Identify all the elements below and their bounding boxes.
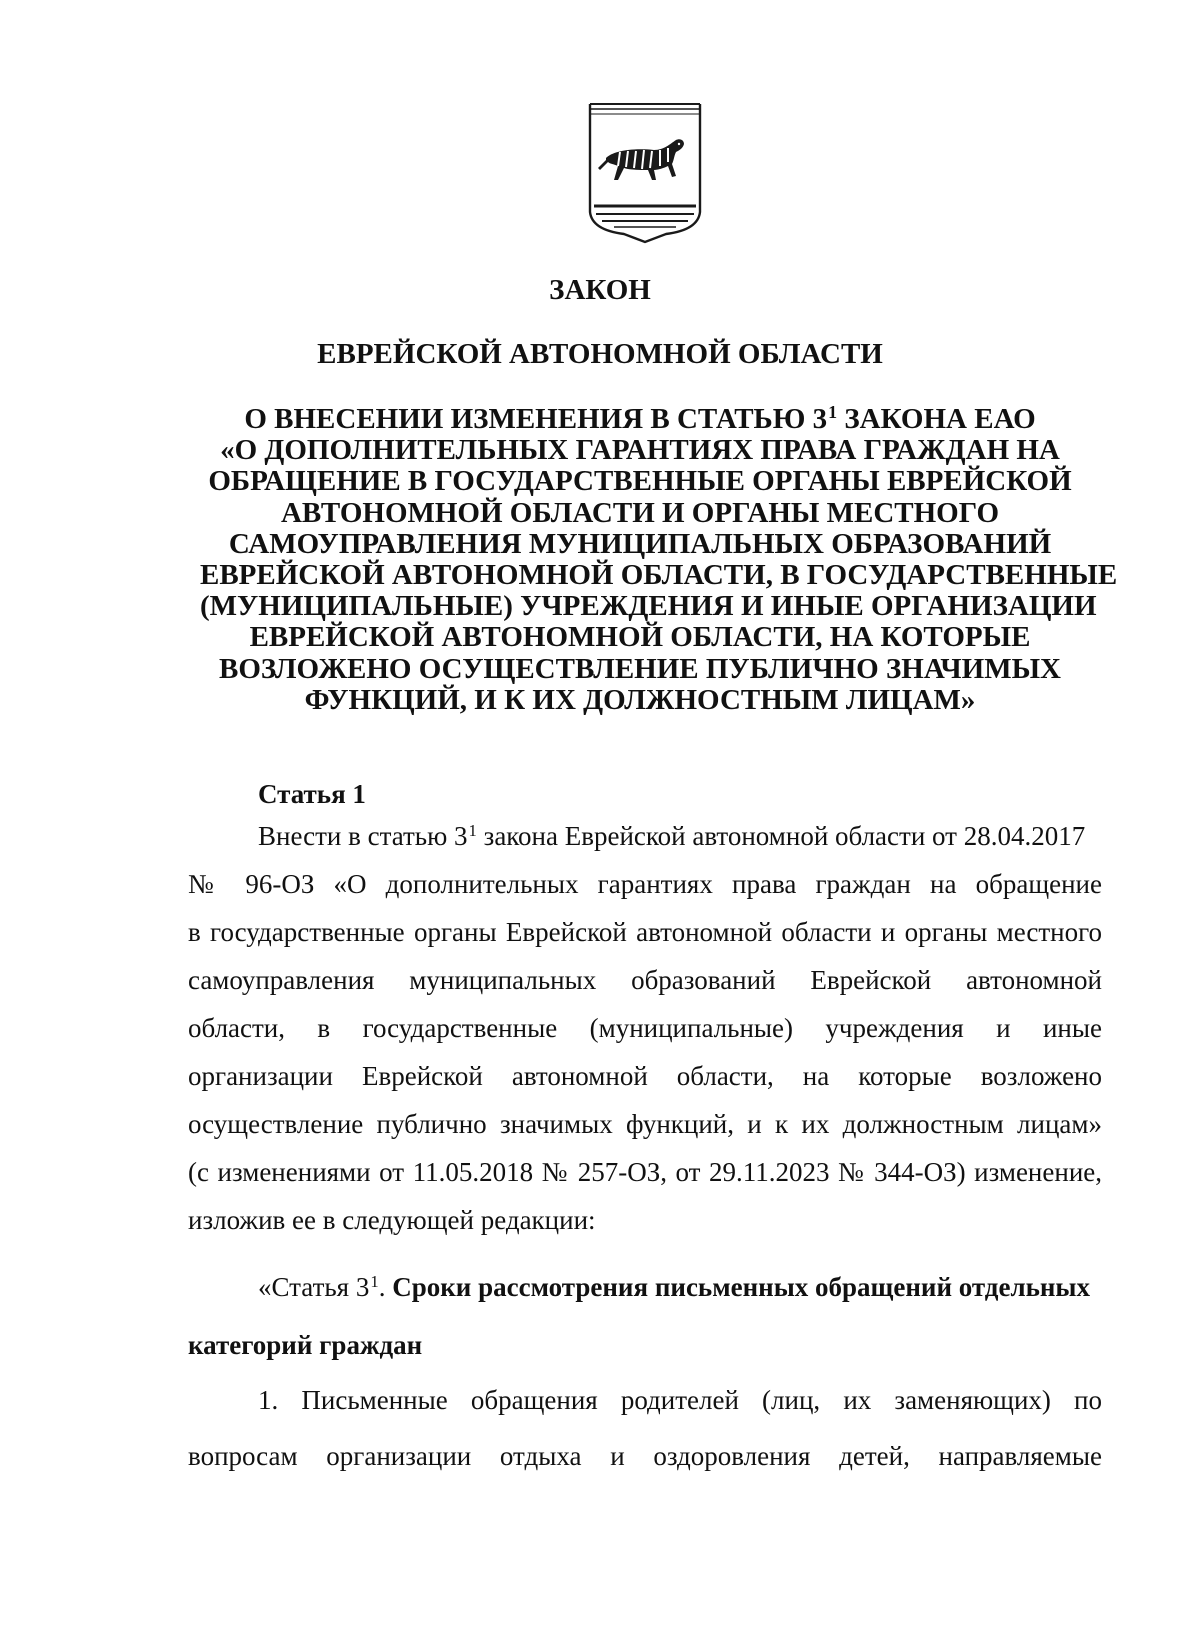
text-line: [188, 1196, 1102, 1244]
text-segment: вопросам организации отдыха и оздоровления детей, направляемые: [188, 1441, 1102, 1471]
law-title: [200, 402, 1118, 716]
text-line: [200, 590, 1097, 623]
text-segment: № 96-ОЗ «О дополнительных гарантиях права граждан на обращение: [188, 869, 1102, 899]
text-line: [188, 860, 1102, 908]
text-segment: (МУНИЦИПАЛЬНЫЕ) УЧРЕЖДЕНИЯ И ИНЫЕ ОРГАНИЗАЦИИ: [200, 590, 1097, 623]
text-line: [200, 498, 1080, 529]
text-segment: закона Еврейской автономной области от 28.04.2017: [476, 821, 1086, 851]
clause-1-body: [188, 1372, 1102, 1484]
text-segment: «О ДОПОЛНИТЕЛЬНЫХ ГАРАНТИЯХ ПРАВА ГРАЖДАН НА: [220, 434, 1060, 467]
new-article-heading: [188, 1258, 1102, 1374]
text-segment: изложив ее в следующей редакции:: [188, 1205, 596, 1235]
article-1-heading: Статья 1: [258, 779, 366, 809]
text-segment: ЗАКОНА ЕАО: [837, 403, 1036, 435]
text-line: [200, 559, 1118, 592]
text-segment: организации Еврейской автономной области, на которые возложено: [188, 1061, 1102, 1091]
text-line: [188, 1052, 1102, 1100]
text-segment: (с изменениями от 11.05.2018 № 257-ОЗ, от 29.11.2023 № 344-ОЗ) изменение,: [188, 1157, 1102, 1187]
text-segment: ВОЗЛОЖЕНО ОСУЩЕСТВЛЕНИЕ ПУБЛИЧНО ЗНАЧИМЫХ: [218, 652, 1062, 685]
text-segment: 1. Письменные обращения родителей (лиц, их заменяющих) по: [258, 1385, 1102, 1415]
text-line: [188, 1004, 1102, 1052]
region-heading: ЕВРЕЙСКОЙ АВТОНОМНОЙ ОБЛАСТИ: [317, 338, 883, 370]
text-segment: ФУНКЦИЙ, И К ИХ ДОЛЖНОСТНЫМ ЛИЦАМ»: [304, 683, 976, 716]
text-segment: Внести в статью 3: [258, 821, 468, 851]
text-line: [188, 908, 1102, 956]
text-line: [188, 1428, 1102, 1484]
text-line: [200, 654, 1080, 685]
new-article-number: «Статья 3: [258, 1272, 370, 1302]
text-segment: осуществление публично значимых функций, и к их должностным лицам»: [188, 1109, 1102, 1139]
new-article-title: Сроки рассмотрения письменных обращений отдельных: [385, 1272, 1091, 1302]
new-article-heading-line-1: [188, 1258, 1102, 1316]
text-line: [188, 956, 1102, 1004]
text-segment: области, в государственные (муниципальные) учреждения и иные: [188, 1013, 1102, 1043]
text-line: [200, 435, 1080, 466]
document-type-heading: ЗАКОН: [549, 274, 651, 306]
superscript: 1: [370, 1271, 379, 1291]
text-line: [200, 685, 1080, 716]
text-line: [200, 466, 1080, 497]
text-line: [200, 622, 1080, 653]
new-article-heading-line-2: [188, 1316, 1102, 1374]
text-line: [188, 1372, 1102, 1428]
text-segment: О ВНЕСЕНИИ ИЗМЕНЕНИЯ В СТАТЬЮ 3: [244, 403, 828, 435]
new-article-title-continued: категорий граждан: [188, 1330, 423, 1360]
article-1-body: [188, 812, 1102, 1244]
text-segment: ЕВРЕЙСКОЙ АВТОНОМНОЙ ОБЛАСТИ, В ГОСУДАРСТВЕННЫЕ: [200, 559, 1118, 592]
text-line: [188, 1148, 1102, 1196]
text-segment: ОБРАЩЕНИЕ В ГОСУДАРСТВЕННЫЕ ОРГАНЫ ЕВРЕЙСКОЙ: [208, 465, 1072, 498]
coat-of-arms-tiger-icon: [584, 100, 706, 246]
text-segment: САМОУПРАВЛЕНИЯ МУНИЦИПАЛЬНЫХ ОБРАЗОВАНИЙ: [228, 527, 1052, 560]
superscript: 1: [468, 820, 477, 840]
text-line: [188, 812, 1102, 860]
text-segment: самоуправления муниципальных образований Еврейской автономной: [188, 965, 1102, 995]
text-line: [200, 529, 1080, 560]
text-segment: АВТОНОМНОЙ ОБЛАСТИ И ОРГАНЫ МЕСТНОГО: [280, 496, 1000, 529]
text-segment: в государственные органы Еврейской автономной области и органы местного: [188, 917, 1102, 947]
text-segment: ЕВРЕЙСКОЙ АВТОНОМНОЙ ОБЛАСТИ, НА КОТОРЫЕ: [249, 621, 1031, 654]
text-line: [188, 1100, 1102, 1148]
text-line: [200, 404, 1080, 435]
new-article-dot: .: [378, 1272, 386, 1302]
superscript: 1: [828, 402, 838, 423]
